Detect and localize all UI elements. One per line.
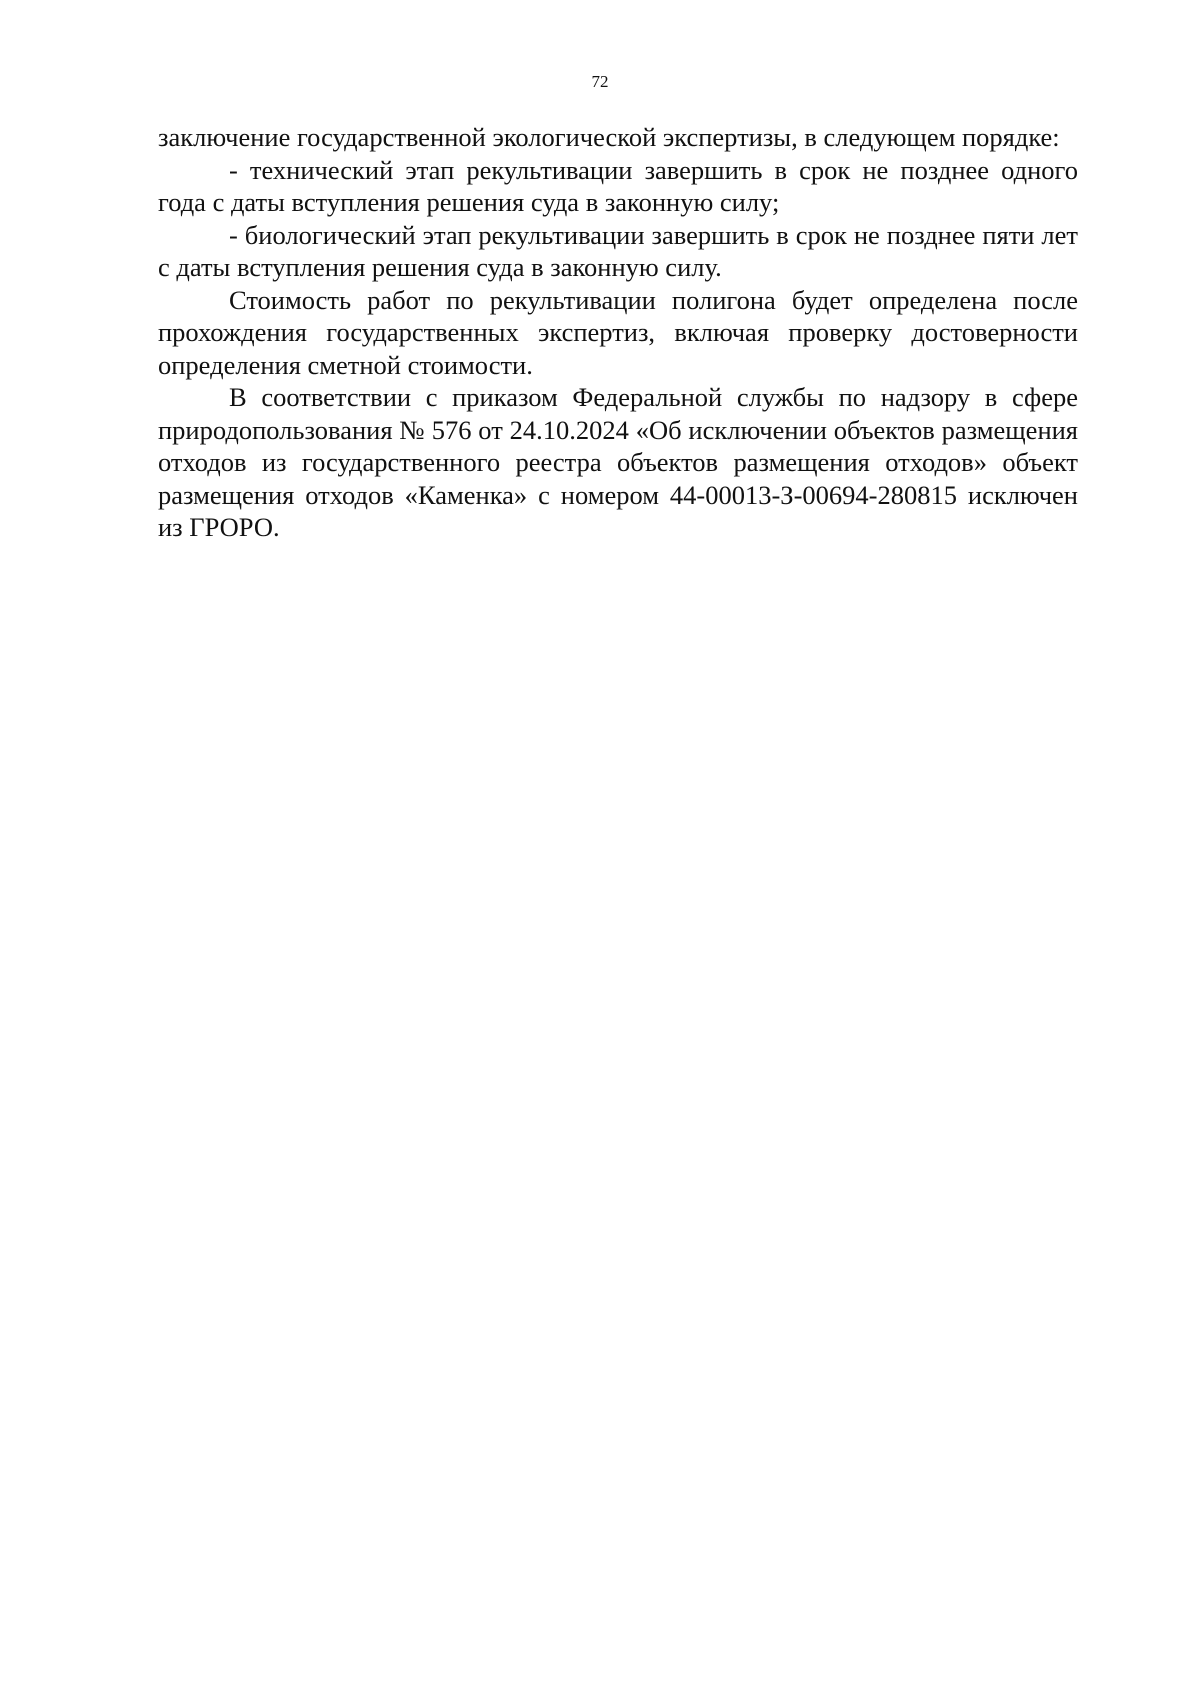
paragraph-technical-stage: - технический этап рекультивации завершить в срок не позднее одного года с даты вступления решения суда в законную силу; <box>158 154 1078 217</box>
paragraph-registry-exclusion: В соответствии с приказом Федеральной службы по надзору в сфере природопользования № 576 от 24.10.2024 «Об исключении объектов размещения отходов из государственного реестра объектов размещения отходов» объект размещения отходов «Каменка» с номером 44-00013-З-00694-280815 исключен из ГРОРО. <box>158 382 1078 542</box>
page-number: 72 <box>591 72 609 91</box>
paragraph-biological-stage: - биологический этап рекультивации завершить в срок не позднее пяти лет с даты вступления решения суда в законную силу. <box>158 219 1078 282</box>
paragraph-expertise-conclusion: заключение государственной экологической экспертизы, в следующем порядке: <box>158 122 1060 152</box>
paragraph-cost: Стоимость работ по рекультивации полигона будет определена после прохождения государственных экспертиз, включая проверку достоверности определения сметной стоимости. <box>158 284 1078 380</box>
document-body <box>158 121 1078 544</box>
